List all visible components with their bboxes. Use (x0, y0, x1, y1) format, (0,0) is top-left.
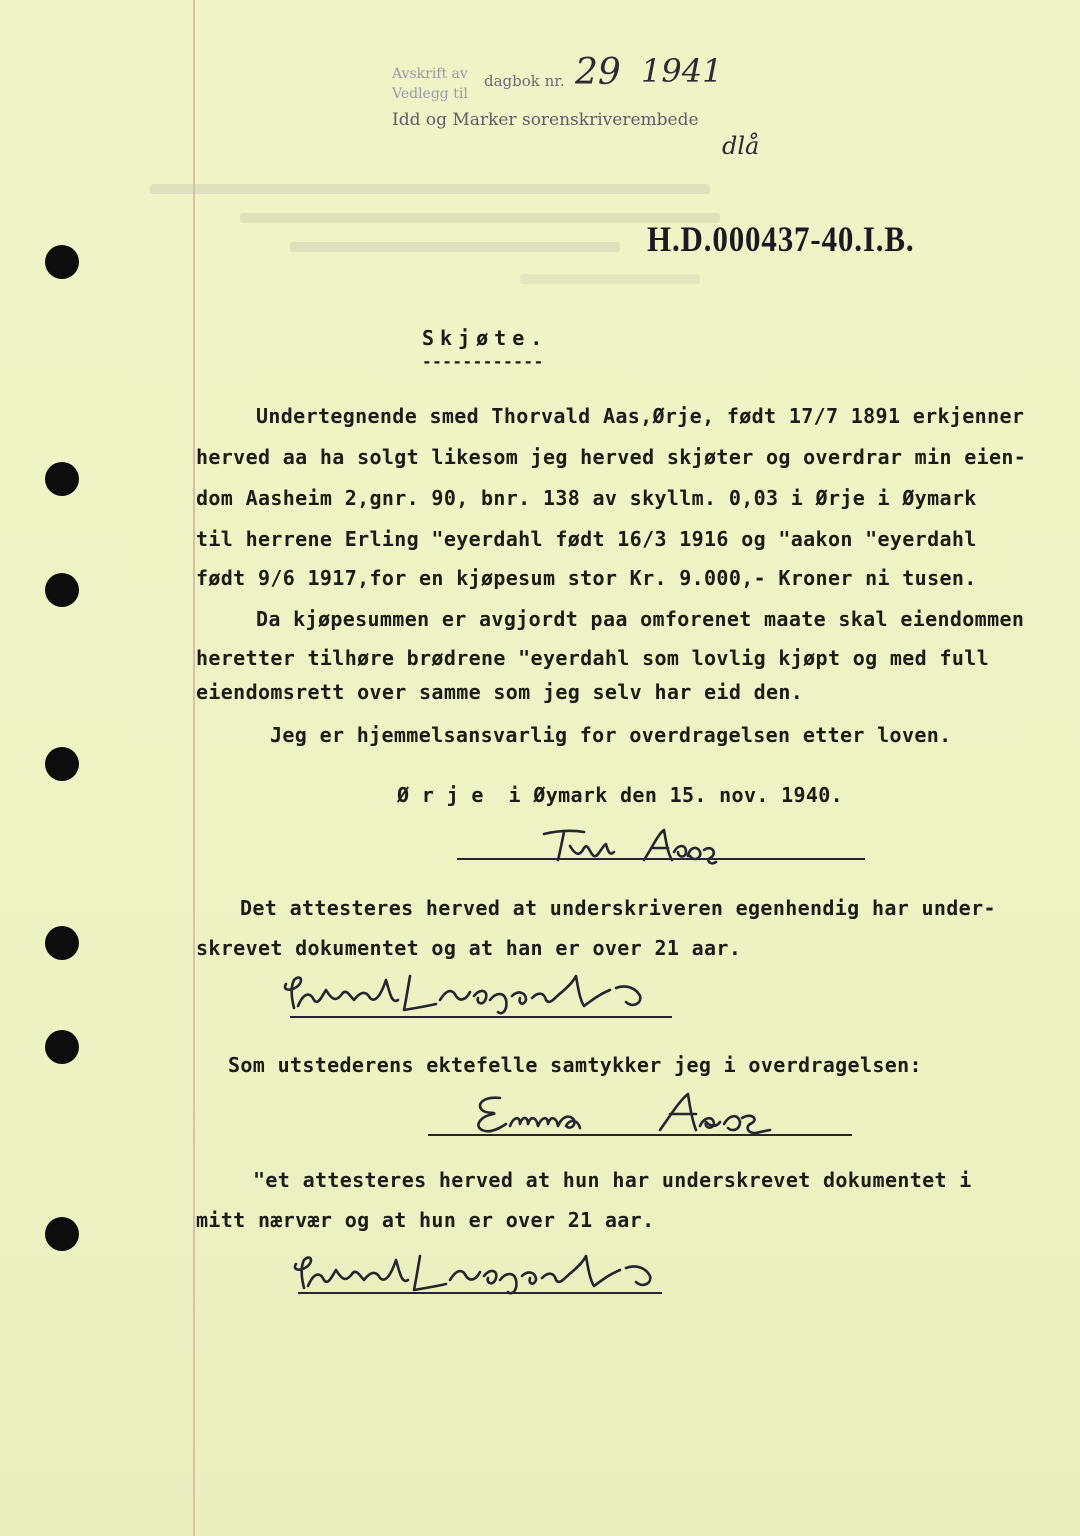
body-line: herved aa ha solgt likesom jeg herved skjøter og overdrar min eien- (196, 445, 1027, 469)
document-number-stamp: H.D.000437-40.I.B. (647, 219, 915, 259)
stamp-office-name: Idd og Marker sorenskriverembede (392, 110, 699, 130)
stamp-transcript-label: Avskrift av (392, 66, 468, 82)
bleed-through-trace (290, 242, 620, 252)
spouse-signature (470, 1090, 800, 1138)
body-line: født 9/6 1917,for en kjøpesum stor Kr. 9.000,- Kroner ni tusen. (196, 566, 977, 590)
document-title: Skjøte. (422, 326, 549, 350)
place-date-line: Ø r j e i Øymark den 15. nov. 1940. (397, 783, 844, 807)
body-line: til herrene Erling "eyerdahl født 16/3 1916 og "aakon "eyerdahl (196, 527, 977, 551)
title-underline: ------------ (422, 352, 544, 371)
body-line: heretter tilhøre brødrene "eyerdahl som lovlig kjøpt og med full (196, 646, 990, 670)
stamp-journal-label: dagbok nr. (484, 72, 565, 90)
punch-hole (45, 573, 79, 607)
stamp-handwritten-mark: dlå (722, 132, 760, 160)
punch-hole (45, 926, 79, 960)
signature-line (457, 858, 865, 860)
punch-hole (45, 1217, 79, 1251)
punch-hole (45, 462, 79, 496)
witness-signature (280, 970, 660, 1018)
bleed-through-trace (520, 274, 700, 284)
attestation-line: mitt nærvær og at hun er over 21 aar. (196, 1208, 655, 1232)
signature-line (428, 1134, 852, 1136)
body-line: Undertegnende smed Thorvald Aas,Ørje, født 17/7 1891 erkjenner (256, 404, 1025, 428)
margin-line (193, 0, 195, 1536)
body-line: Jeg er hjemmelsansvarlig for overdragelsen etter loven. (270, 723, 952, 747)
punch-hole (45, 747, 79, 781)
body-line: eiendomsrett over samme som jeg selv har eid den. (196, 680, 804, 704)
body-line: dom Aasheim 2,gnr. 90, bnr. 138 av skyllm. 0,03 i Ørje i Øymark (196, 486, 977, 510)
attestation-line: Det attesteres herved at underskriveren egenhendig har under- (240, 896, 996, 920)
witness-signature (290, 1250, 670, 1298)
stamp-journal-year: 1941 (641, 52, 723, 90)
punch-hole (45, 245, 79, 279)
stamp-attachment-label: Vedlegg til (392, 86, 468, 102)
attestation-line: skrevet dokumentet og at han er over 21 aar. (196, 936, 742, 960)
stamp-journal-number: 29 (575, 52, 621, 93)
consent-line: Som utstederens ektefelle samtykker jeg i overdragelsen: (228, 1053, 922, 1077)
signature-line (298, 1292, 662, 1294)
attestation-line: "et attesteres herved at hun har underskrevet dokumentet i (253, 1168, 972, 1192)
seller-signature (540, 826, 740, 866)
signature-line (290, 1016, 672, 1018)
body-line: Da kjøpesummen er avgjordt paa omforenet maate skal eiendommen (256, 607, 1025, 631)
punch-hole (45, 1030, 79, 1064)
bleed-through-trace (150, 184, 710, 194)
